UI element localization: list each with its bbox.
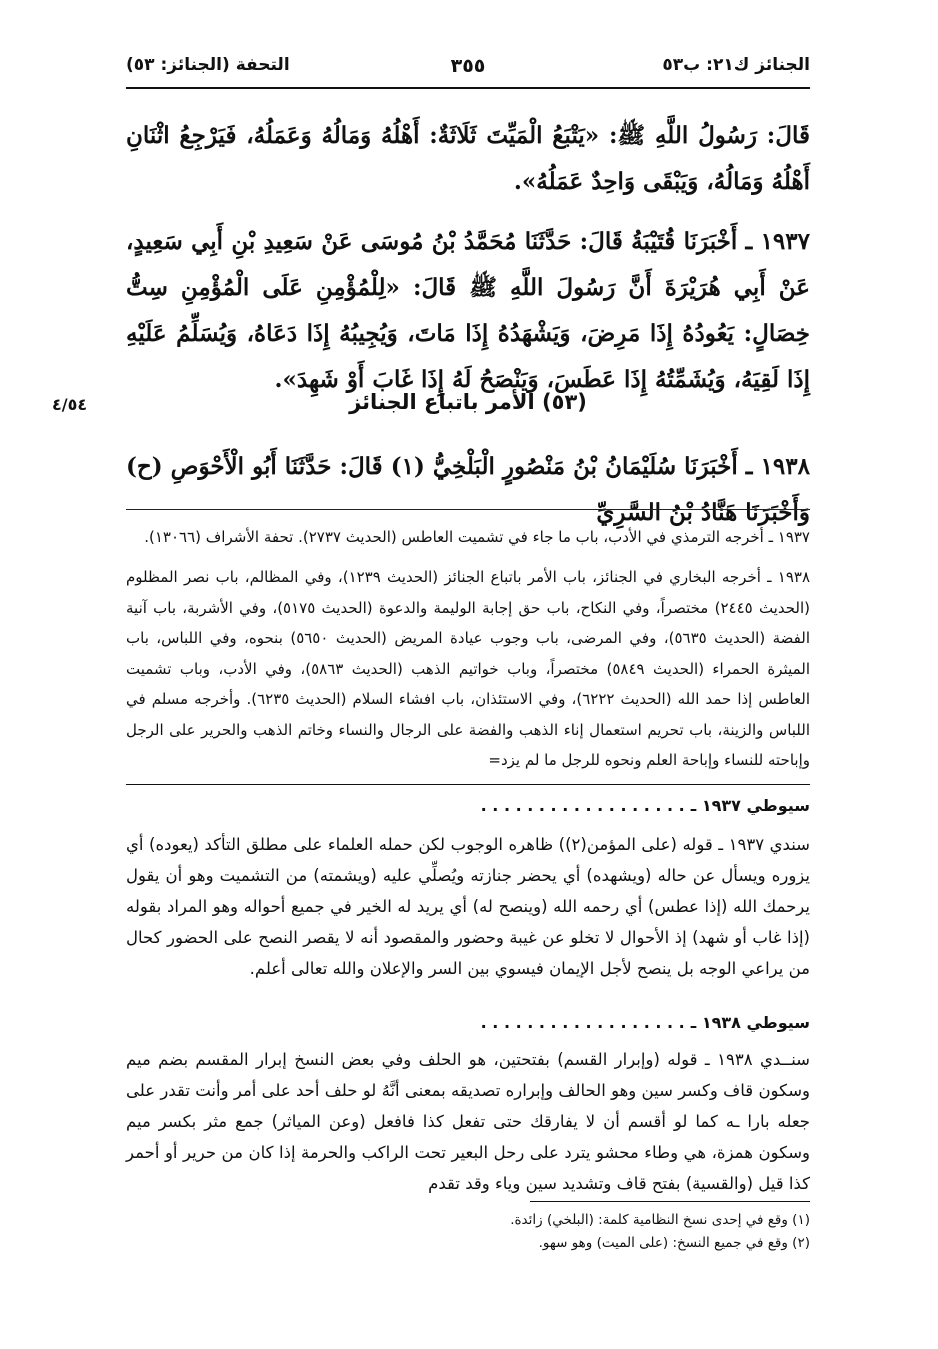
hadith-1937: ١٩٣٧ ـ أَخْبَرَنَا قُتَيْبَةُ قَالَ: حَدَّثَنَا مُحَمَّدُ بْنُ مُوسَى عَنْ سَعِيدِ بْنِ أَبِي سَعِيدٍ، عَنْ أَبِي هُرَيْرَةَ أَنَّ رَسُولَ اللَّهِ ﷺ قَالَ: «لِلْمُؤْمِنِ عَلَى الْمُؤْمِنِ سِتُّ خِصَالٍ: يَعُودُهُ إِذَا مَرِضَ، وَيَشْهَدُهُ إِذَا مَاتَ، وَيُجِيبُهُ إِذَا دَعَاهُ، وَيُسَلِّمُ عَلَيْهِ إِذَا لَقِيَهُ، وَيُشَمِّتُهُ إِذَا عَطَسَ، وَيَنْصَحُ لَهُ إِذَا غَابَ أَوْ شَهِدَ». bbox=[126, 228, 810, 393]
hadith-text: قَالَ: رَسُولُ اللَّهِ ﷺ: «يَتْبَعُ الْمَيِّتَ ثَلَاثَةٌ: أَهْلُهُ وَمَالُهُ وَعَمَلُهُ، فَيَرْجِعُ اثْنَانِ أَهْلُهُ وَمَالُهُ، وَيَبْقَى وَاحِدٌ عَمَلُهُ». bbox=[126, 122, 810, 195]
page-header bbox=[126, 55, 810, 85]
suyuti-heading-1938 bbox=[126, 1013, 810, 1039]
header-book-ref: الجنائز ك٢١: ب٥٣ bbox=[662, 55, 810, 75]
suyuti-label: سيوطي ١٩٣٨ ـ bbox=[690, 1013, 810, 1032]
takhrij-1938: ١٩٣٨ ـ أخرجه البخاري في الجنائز، باب الأمر باتباع الجنائز (الحديث ١٢٣٩)، وفي المظالم، باب نصر المظلوم (الحديث ٢٤٤٥) مختصراً، وفي النكاح، باب حق إجابة الوليمة والدعوة (الحديث ٥١٧٥)، وفي الأشربة، باب آنية الفضة (الحديث ٥٦٣٥)، وفي المرضى، باب وجوب عيادة المريض (الحديث ٥٦٥٠) بنحوه، وفي اللباس، باب الميثرة الحمراء (الحديث ٥٨٤٩) مختصراً، وباب خواتيم الذهب (الحديث ٥٨٦٣)، وفي الأدب، وباب تشميت العاطس إذا حمد الله (الحديث ٦٢٢٢)، وفي الاستئذان، باب افشاء السلام (الحديث ٦٢٣٥). وأخرجه مسلم في اللباس والزينة، باب تحريم استعمال إناء الذهب والفضة على الرجال والنساء وخاتم الذهب والحرير على الرجل وإباحته للنساء وإباحة العلم ونحوه للرجل ما لم يزد= bbox=[126, 568, 811, 769]
sindi-commentary-1937: سندي ١٩٣٧ ـ قوله (على المؤمن(٢)) ظاهره الوجوب لكن حمله العلماء على مطلق التأكد (يعوده) أي يزوره ويسأل عن حاله (ويشهده) أي يحضر جنازته ويُصلِّي عليه (ويشمته) من التشميت وهو أن يقول يرحمك الله (إذا عطس) أي رحمه الله (وينصح له) أي يريد له الخير في جميع أحواله وهو المراد بقوله (إذا غاب أو شهد) إذ الأحوال لا تخلو عن غيبة وحضور والمقصود أنه لا يقصر النصح على الحضور كحال من يراعي الوجه بل ينصح لأجل الإيمان فيسوي بين السر والإعلان والله تعالى أعلم. bbox=[126, 835, 811, 978]
takhrij-1937: ١٩٣٧ ـ أخرجه الترمذي في الأدب، باب ما جاء في تشميت العاطس (الحديث ٢٧٣٧). تحفة الأشراف (١٣٠٦٦). bbox=[144, 528, 810, 546]
footnote-1: (١) وقع في إحدى نسخ النظامية كلمة: (البلخي) زائدة. bbox=[510, 1212, 810, 1228]
footnote-2: (٢) وقع في جميع النسخ: (على الميت) وهو سهو. bbox=[538, 1235, 810, 1251]
suyuti-heading-1937 bbox=[126, 796, 810, 822]
chapter-title: (٥٣) الأمر باتباع الجنائز bbox=[349, 390, 587, 414]
takhrij-divider bbox=[126, 509, 810, 510]
footnote-divider bbox=[530, 1201, 810, 1202]
margin-reference: ٤/٥٤ bbox=[52, 395, 88, 414]
sindi-commentary-1938: سنــدي ١٩٣٨ ـ قوله (وإبرار القسم) بفتحتين، هو الحلف وفي بعض النسخ إبرار المقسم بضم ميم وسكون قاف وكسر سين وهو الحالف وإبراره تصديقه بمعنى أنَّهُ لو حلف أحد على أمر وأنت تقدر على جعله بارا ـه كما لو أقسم أن لا يفارقك حتى تفعل كذا فافعل (وعن المياثر) جمع مثر بكسر ميم وسكون همزة، هي وطاء محشو يترد على رحل البعير تحت الراكب والحرمة إذا كان من حرير أو أحمر كذا قيل (والقسية) بفتح قاف وتشديد سين وياء وقد تقدم bbox=[126, 1050, 810, 1193]
commentary-divider bbox=[126, 784, 810, 785]
dotted-leader: . . . . . . . . . . . . . . . . . . bbox=[480, 796, 685, 815]
page-number: ٣٥٥ bbox=[450, 55, 486, 77]
hadith-1938: ١٩٣٨ ـ أَخْبَرَنَا سُلَيْمَانُ بْنُ مَنْصُورٍ الْبَلْخِيُّ (١) قَالَ: حَدَّثَنَا أَبُو الْأَحْوَصِ (ح) وَأَخْبَرَنَا هَنَّادُ بْنُ السَّرِيِّ bbox=[126, 453, 810, 526]
header-tuhfa-ref: التحفة (الجنائز: ٥٣) bbox=[126, 55, 290, 75]
header-divider bbox=[126, 87, 810, 89]
dotted-leader: . . . . . . . . . . . . . . . . . . bbox=[480, 1013, 685, 1032]
suyuti-label: سيوطي ١٩٣٧ ـ bbox=[690, 796, 810, 815]
